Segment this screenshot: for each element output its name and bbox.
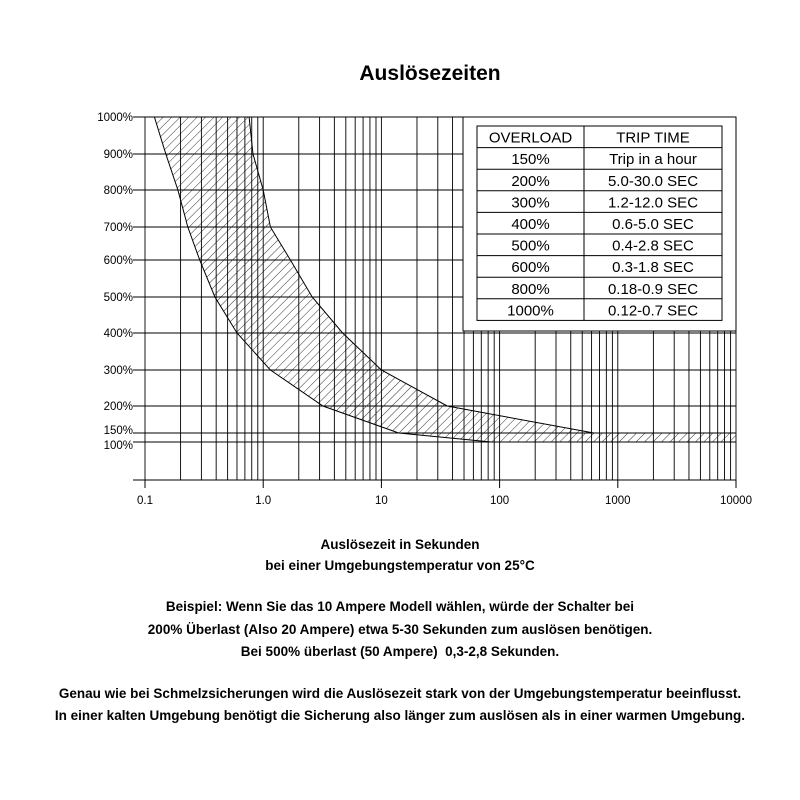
table-cell-overload: 150% [511,151,550,169]
y-tick-label: 900% [103,149,133,161]
table-cell-trip-time: 0.18-0.9 SEC [607,280,699,298]
chart-title: Auslösezeiten [359,62,501,85]
y-tick-label: 400% [103,328,133,340]
table-cell-overload: 400% [511,216,550,233]
table-cell-overload: 800% [511,280,550,298]
x-tick-label: 100 [490,495,510,507]
table-cell-trip-time: 0.6-5.0 SEC [612,216,694,233]
note-line-2: In einer kalten Umgebung benötigt die Sicherung also länger zum auslösen als in einer warmen Umgebung. [54,708,746,723]
y-tick-label: 1000% [97,112,133,124]
table-cell-trip-time: Trip in a hour [609,151,697,169]
table-cell-overload: 1000% [507,302,554,320]
example-line-3: Bei 500% überlast (50 Ampere) 0,3-2,8 Sekunden. [240,644,560,659]
x-axis-label: Auslösezeit in Sekunden [320,537,480,552]
table-cell-trip-time: 5.0-30.0 SEC [607,172,699,190]
table-cell-overload: 500% [511,237,550,255]
x-tick-label: 10 [375,495,388,507]
x-tick-label: 0.1 [137,495,153,507]
table-cell-overload: 300% [511,194,550,212]
y-tick-label: 500% [103,292,133,304]
note-line-1: Genau wie bei Schmelzsicherungen wird die Auslösezeit stark von der Umgebungstemperatur beeinflusst. [58,686,742,701]
temperature-note: bei einer Umgebungstemperatur von 25°C [265,558,535,573]
x-tick-label: 10000 [720,495,752,507]
example-line-2: 200% Überlast (Also 20 Ampere) etwa 5-30 Sekunden zum auslösen benötigen. [147,622,653,637]
table-cell-trip-time: 0.4-2.8 SEC [612,237,694,255]
y-tick-label: 150% [103,425,133,437]
y-tick-label: 700% [103,222,133,234]
x-tick-label: 1.0 [255,495,272,507]
table-header-trip-time: TRIP TIME [616,129,690,147]
y-tick-label: 200% [103,401,133,413]
example-line-1: Beispiel: Wenn Sie das 10 Ampere Modell wählen, würde der Schalter bei [165,599,635,614]
y-tick-label: 600% [103,255,133,267]
table-cell-overload: 600% [511,259,550,277]
overload-table [463,117,736,331]
table-header-overload: OVERLOAD [488,129,573,147]
y-tick-label: 300% [103,365,133,377]
table-cell-trip-time: 0.3-1.8 SEC [612,259,694,277]
table-cell-trip-time: 1.2-12.0 SEC [607,194,699,212]
x-tick-label: 1000 [605,495,631,507]
y-tick-label: 800% [103,185,133,197]
y-tick-label: 100% [103,440,133,452]
table-cell-overload: 200% [511,172,550,190]
table-cell-trip-time: 0.12-0.7 SEC [607,302,699,320]
